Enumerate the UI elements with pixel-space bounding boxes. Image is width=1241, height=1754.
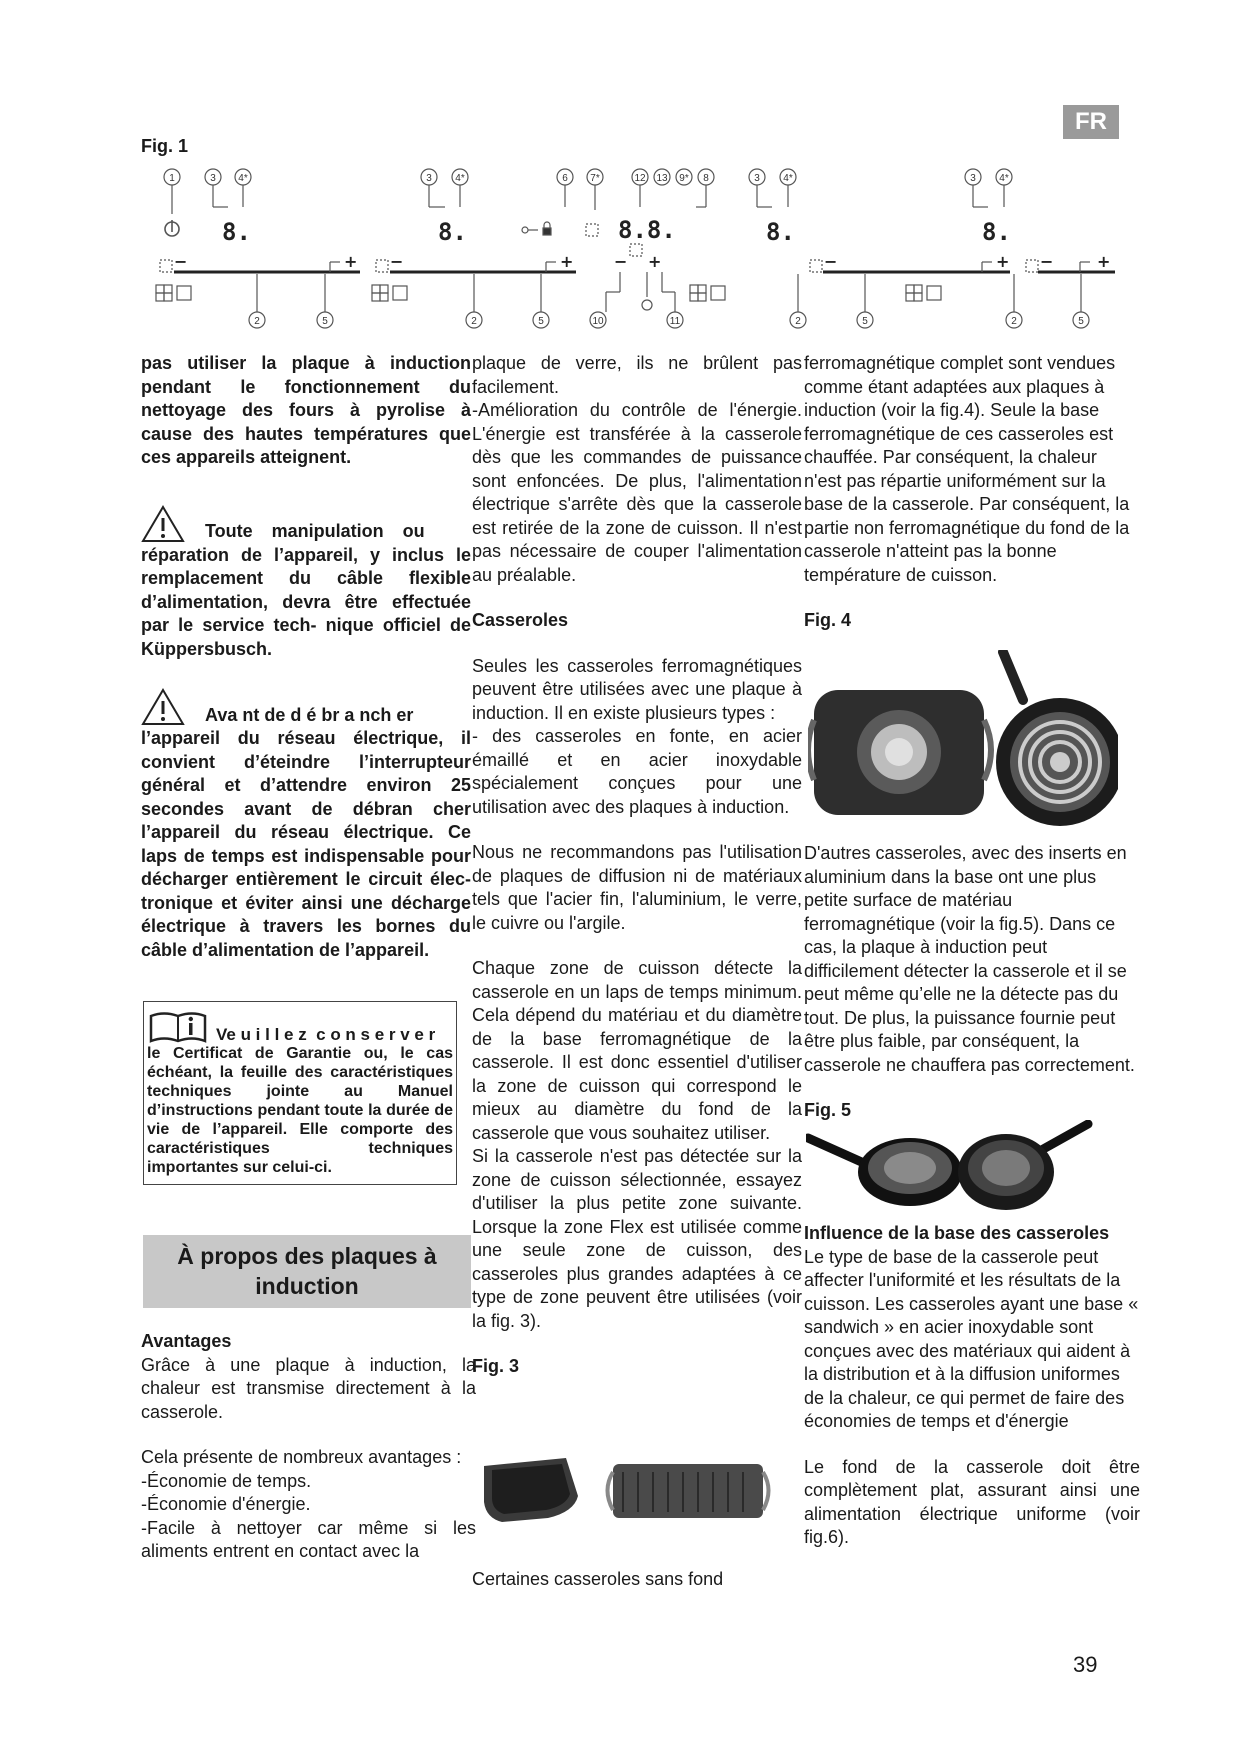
warning-triangle-icon [141, 504, 185, 544]
col3-paragraph: D'autres casseroles, avec des inserts en aluminium dans la base ont une plus petite surface de matériau ferromagnétique (voir la fig.5). Dans ce cas, la plaque à induction peut difficilement détecter la casserole et il se peut même qu’elle ne la détecte pas du tout. De plus, la puissance fournie peut être plus faible, par conséquent, la casserole ne chauffera pas correctement. [804, 843, 1135, 1075]
zone-display: 8. [766, 218, 795, 246]
callout-label: 3 [426, 173, 432, 184]
plus-symbol: + [1097, 252, 1111, 271]
warning-2-text: l’appareil du réseau électrique, il convient d’éteindre l’interrupteur général et d’attendre environ 25 secondes avant de débran cher l’appareil du réseau électrique. Ce laps de temps est indispensable pour décharger entièrement le circuit élec- tronique et éviter ainsi une décharge électrique à travers les bornes du câble d’alimentation de l’appareil. [141, 728, 471, 960]
col3-paragraph: Le type de base de la casserole peut affecter l'uniformité et les résultats de la cuisson. Les casseroles ayant une base « sandwich » en acier inoxydable sont conçues avec des matériaux qui aident à la distribution et à la diffusion uniformes de la chaleur, ce qui permet de faire des économies de temps et d'énergie [804, 1246, 1139, 1431]
notice-box [143, 1001, 457, 1185]
col2-paragraph: Seules les casseroles ferromagnétiques peuvent être utilisées avec une plaque à induction. Il en existe plusieurs types : [472, 655, 802, 723]
warning-1-text: réparation de l’appareil, y inclus le remplacement du câble flexible d’alimentation, devra être effectuée par le service tech- nique officiel de Küppersbusch. [141, 544, 471, 659]
section-heading-box [143, 1235, 471, 1308]
minus-symbol: − [824, 252, 838, 271]
list-item: -Facile à nettoyer car même si les aliments entrent en contact avec la [141, 1517, 476, 1561]
callout-label: 3 [210, 173, 216, 184]
callout-label: 10 [592, 316, 604, 327]
list-item: -Économie d'énergie. [141, 1494, 311, 1514]
fig5-pans-illustration [806, 1120, 1096, 1215]
callout-label: 5 [1078, 316, 1084, 327]
callout-label: 2 [254, 316, 260, 327]
col2-paragraph: Si la casserole n'est pas détectée sur la zone de cuisson sélectionnée, essayez d'utiliser la plus petite zone suivante. Lorsque la zone Flex est utilisée comme une seule zone de cuisson, des casseroles plus grandes adaptées à ce type de zone peuvent être utilisées (voir la fig. 3). [472, 1146, 802, 1331]
list-intro: Cela présente de nombreux avantages : [141, 1447, 462, 1467]
column-2 [472, 352, 802, 1379]
column-2-bottom [472, 1568, 802, 1592]
col2-paragraph: Certaines casseroles sans fond [472, 1569, 724, 1589]
fig1-control-panel-diagram [140, 162, 1120, 332]
callout-label: 6 [562, 173, 568, 184]
col2-paragraph: plaque de verre, ils ne brûlent pas facilement. [472, 353, 802, 397]
col1-paragraph: pas utiliser la plaque à induction pendant le fonctionnement du nettoyage des fours à pyrolise à cause des hautes températures que ces appareils atteignent. [141, 353, 471, 467]
section-heading-line-2: induction [255, 1273, 359, 1299]
callout-label: 13 [656, 173, 668, 184]
callout-label: 5 [538, 316, 544, 327]
casseroles-title: Casseroles [472, 610, 569, 630]
page-number: 39 [1073, 1652, 1098, 1677]
callout-label: 3 [754, 173, 760, 184]
callout-label: 4* [999, 173, 1009, 184]
section-heading-line-1: À propos des plaques à [177, 1243, 437, 1269]
minus-symbol: − [614, 252, 628, 271]
plus-symbol: + [648, 252, 662, 271]
plus-symbol: + [344, 252, 358, 271]
callout-label: 5 [322, 316, 328, 327]
col2-paragraph: Chaque zone de cuisson détecte la casserole en un laps de temps minimum. Cela dépend du matériau et du diamètre de la base ferromagnétique de la casserole. Il est donc essentiel d'utiliser la zone de cuisson qui correspond le mieux au diamètre du fond de la casserole que vous souhaitez utiliser. [472, 958, 802, 1143]
minus-symbol: − [1040, 252, 1054, 271]
zone-display: 8. [222, 218, 251, 246]
warning-triangle-icon [141, 687, 185, 727]
col3-paragraph: Le fond de la casserole doit être complètement plat, assurant ainsi une alimentation électrique uniforme (voir fig.6). [804, 1456, 1140, 1547]
callout-label: 2 [471, 316, 477, 327]
callout-label: 2 [1011, 316, 1017, 327]
callout-label: 7* [590, 173, 600, 184]
column-3-lower [804, 1222, 1140, 1550]
callout-label: 2 [795, 316, 801, 327]
manual-info-icon [148, 1010, 208, 1044]
fig3-pans-illustration [478, 1452, 783, 1532]
plus-symbol: + [996, 252, 1010, 271]
column-1 [141, 352, 471, 962]
callout-label: 9* [679, 173, 689, 184]
fig4-pans-illustration [808, 650, 1118, 830]
minus-symbol: − [174, 252, 188, 271]
warning-1-lead: Toute manipulation ou [205, 521, 425, 541]
zone-display: 8. [982, 218, 1011, 246]
callout-label: 11 [669, 316, 681, 327]
warning-1 [141, 504, 471, 544]
col3-paragraph: ferromagnétique complet sont vendues comme étant adaptées aux plaques à induction (voir la fig.4). Seule la base ferromagnétique de ces casseroles est chauffée. Par conséquent, la chaleur n'est pas répartie uniformément sur la base de la casserole. Par conséquent, la partie non ferromagnétique du fond de la casserole n'atteint pas la bonne température de cuisson. [804, 353, 1130, 585]
fig5-label: Fig. 5 [804, 1100, 852, 1120]
column-1-lower [141, 1330, 476, 1564]
callout-label: 4* [455, 173, 465, 184]
callout-label: 4* [238, 173, 248, 184]
fig1-label: Fig. 1 [141, 136, 189, 156]
callout-label: 3 [970, 173, 976, 184]
zone-display: 8. [438, 218, 467, 246]
language-badge: FR [1063, 105, 1119, 139]
notice-lead: Ve u i l l e z c o n s e r v e r [216, 1025, 436, 1044]
callout-label: 5 [862, 316, 868, 327]
plus-symbol: + [560, 252, 574, 271]
callout-label: 12 [634, 173, 646, 184]
avantages-title: Avantages [141, 1331, 232, 1351]
fig3-label: Fig. 3 [472, 1356, 520, 1376]
fig4-label: Fig. 4 [804, 610, 852, 630]
callout-label: 1 [169, 173, 175, 184]
influence-title: Influence de la base des casseroles [804, 1223, 1110, 1243]
callout-label: 4* [783, 173, 793, 184]
col2-paragraph: Nous ne recommandons pas l'utilisation de plaques de diffusion ni de matériaux tels que l'acier fin, l'aluminium, le verre, le cuivre ou l'argile. [472, 842, 802, 933]
timer-display: 8.8. [618, 216, 676, 244]
col2-paragraph: - des casseroles en fonte, en acier émaillé et en acier inoxydable spécialement conçues pour une utilisation avec des plaques à induction. [472, 726, 802, 817]
column-3-mid [804, 842, 1140, 1123]
warning-2 [141, 687, 471, 727]
callout-label: 8 [703, 173, 709, 184]
notice-text: le Certificat de Garantie ou, le cas échéant, la feuille des caractéristiques techniques jointe au Manuel d’instructions pendant toute la durée de vie de l’appareil. Elle comporte des caractéristiques techniques importantes sur celui-ci. [147, 1045, 453, 1176]
warning-2-lead: Ava nt de d é br a nch er [205, 704, 414, 725]
list-item: -Économie de temps. [141, 1470, 312, 1491]
column-3 [804, 352, 1136, 633]
avantages-paragraph: Grâce à une plaque à induction, la chaleur est transmise directement à la casserole. [141, 1354, 476, 1422]
minus-symbol: − [390, 252, 404, 271]
col2-paragraph: -Amélioration du contrôle de l'énergie. L'énergie est transférée à la casserole dès que les commandes de puissance sont enfoncées. De plus, l'alimentation électrique s'arrête dès que la casserole est retirée de la zone de cuisson. Il n'est pas nécessaire de couper l'alimentation au préalable. [472, 400, 802, 585]
